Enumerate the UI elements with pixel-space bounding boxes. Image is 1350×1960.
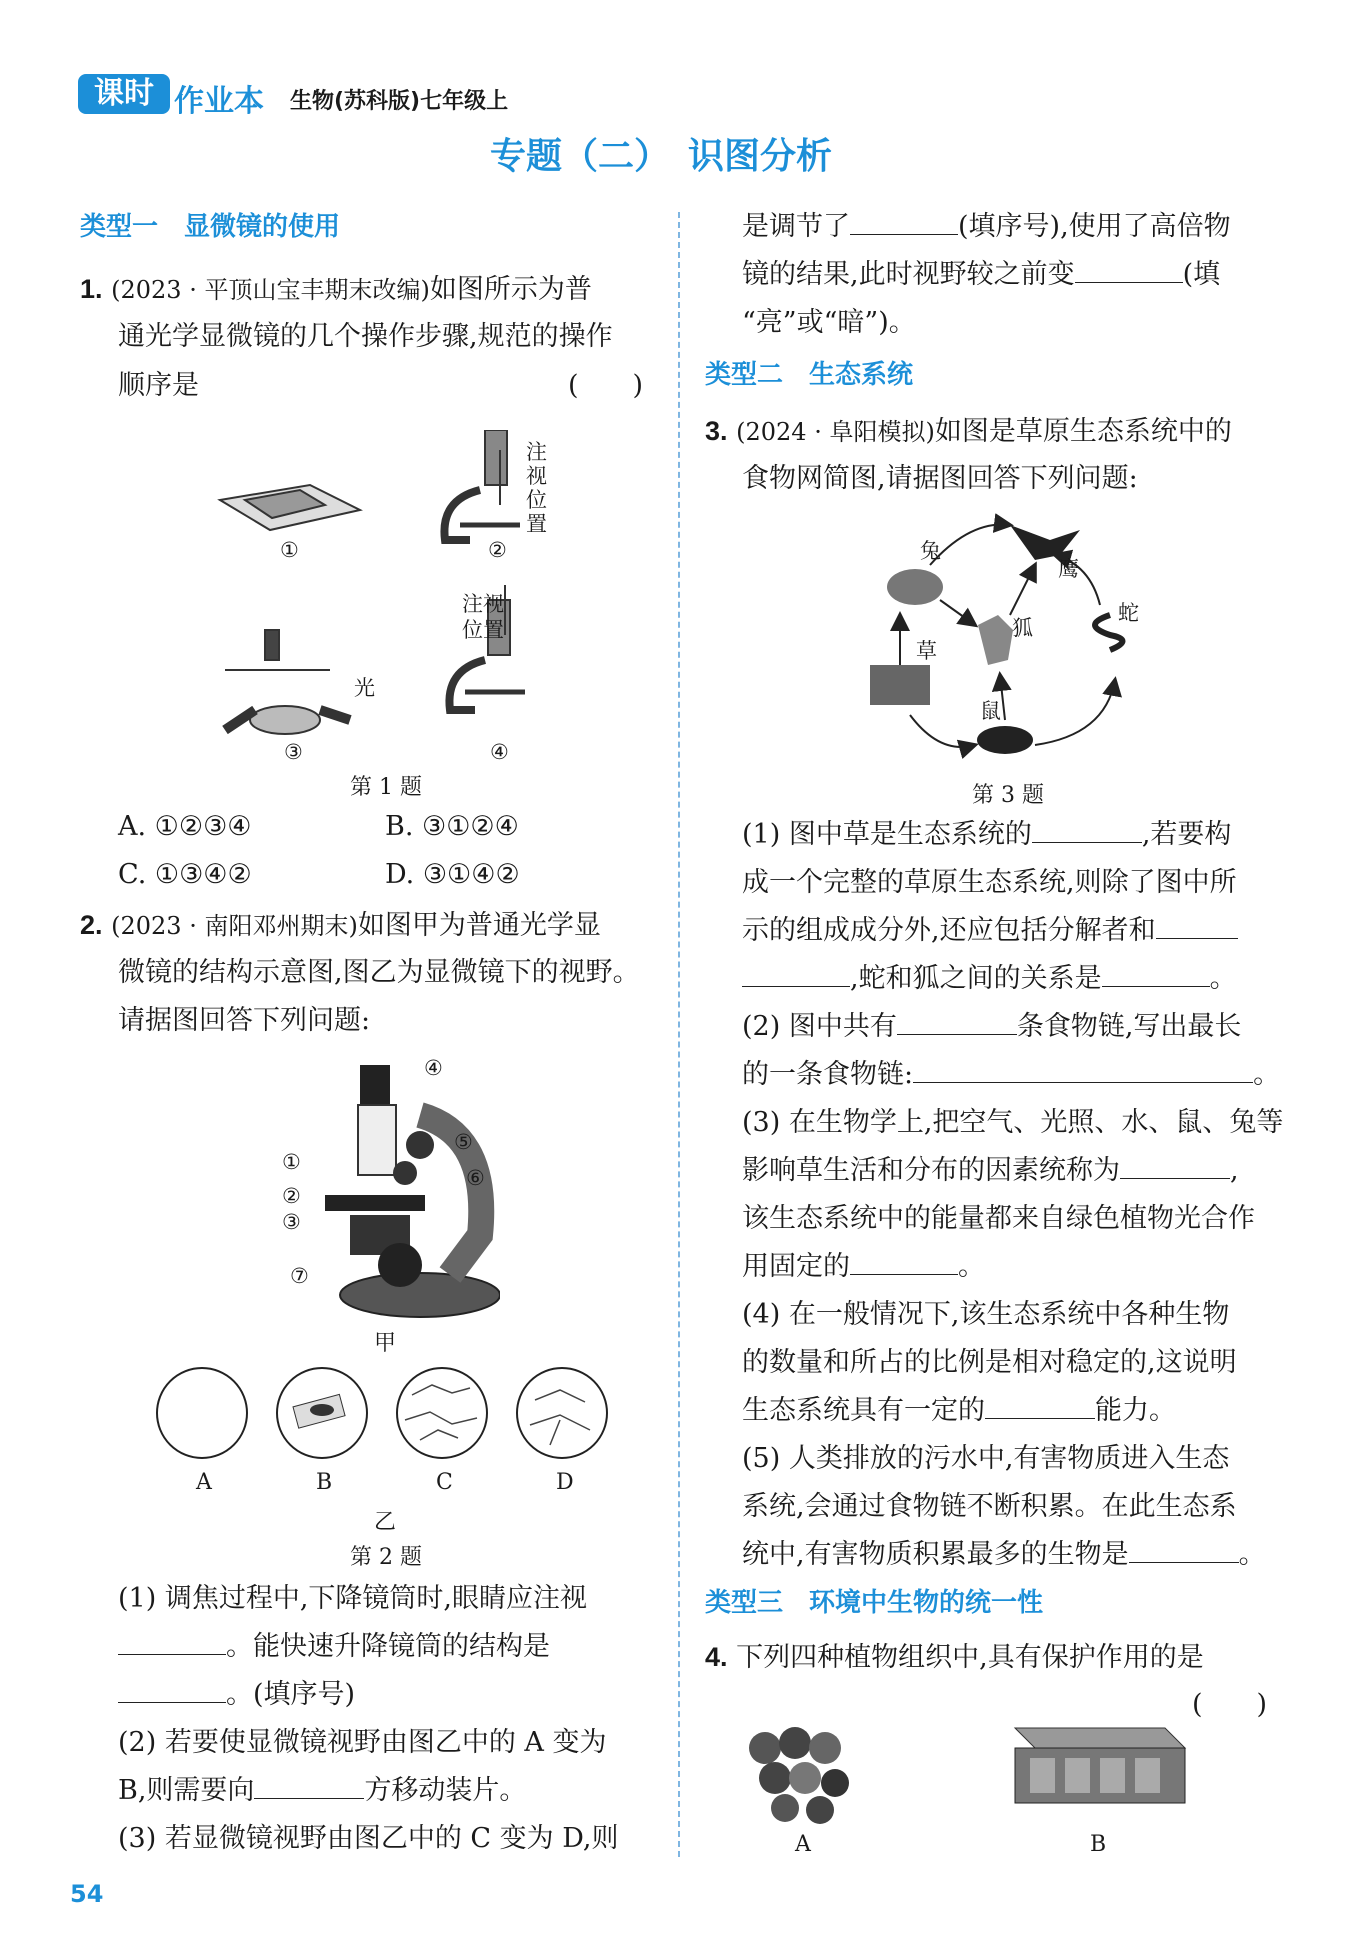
q1-fig-note-2a: 注视 bbox=[462, 592, 504, 616]
q2-line1: 2. (2023 · 南阳邓州期末)如图甲为普通光学显 bbox=[80, 910, 601, 941]
q1-option-d: D. ③①④② bbox=[385, 859, 520, 890]
q3-caption: 第 3 题 bbox=[972, 783, 1044, 808]
q2-label-4: ④ bbox=[424, 1056, 443, 1080]
q1-fig-note-1: 注视位置 bbox=[526, 440, 547, 536]
q2-microscope-figure bbox=[300, 1055, 500, 1335]
q2-cont-line2: 镜的结果,此时视野较之前变 (填 bbox=[742, 256, 1220, 294]
q1-fig-light: 光 bbox=[354, 676, 375, 700]
q4-answer-paren: ( ) bbox=[1192, 1689, 1268, 1720]
q1-answer-paren: ( ) bbox=[568, 370, 644, 401]
q1-line2: 通光学显微镜的几个操作步骤,规范的操作 bbox=[118, 321, 613, 352]
q3-label-grass: 草 bbox=[916, 639, 937, 663]
q1-option-a: A. ①②③④ bbox=[118, 811, 252, 842]
tissue-b-shape bbox=[1015, 1728, 1185, 1803]
q3-s1-line3: 示的组成成分外,还应包括分解者和 bbox=[742, 912, 1238, 950]
q2-part1-line1: (1) 调焦过程中,下降镜筒时,眼睛应注视 bbox=[118, 1583, 587, 1614]
q2-part2-line2: B,则需要向 方移动装片。 bbox=[118, 1772, 526, 1810]
q2-line2: 微镜的结构示意图,图乙为显微镜下的视野。 bbox=[118, 957, 640, 988]
q3-foodweb-figure bbox=[860, 505, 1180, 780]
q3-s1-line2: 成一个完整的草原生态系统,则除了图中所 bbox=[742, 867, 1237, 898]
q2-part1-line2: 。能快速升降镜筒的结构是 bbox=[118, 1628, 550, 1666]
q3-line2: 食物网简图,请据图回答下列问题: bbox=[742, 463, 1138, 494]
q2-label-3: ③ bbox=[282, 1210, 301, 1234]
q3-label-mouse: 鼠 bbox=[980, 699, 1001, 723]
q1-caption: 第 1 题 bbox=[350, 775, 422, 800]
q3-s4-line3: 生态系统具有一定的 能力。 bbox=[742, 1392, 1176, 1430]
q2-line3: 请据图回答下列问题: bbox=[118, 1005, 371, 1036]
q3-s1-line1: (1) 图中草是生态系统的 ,若要构 bbox=[742, 816, 1231, 854]
header-logo-text: 作业本 bbox=[174, 84, 264, 119]
grass-shape bbox=[870, 665, 930, 705]
q4-tissue-figure bbox=[745, 1718, 1205, 1828]
q3-s1-line4: ,蛇和狐之间的关系是 。 bbox=[742, 960, 1237, 998]
q3-s5-line3: 统中,有害物质积累最多的生物是 。 bbox=[742, 1536, 1266, 1574]
q3-line1: 3. (2024 · 阜阳模拟)如图是草原生态系统中的 bbox=[705, 416, 1232, 447]
q3-label-rabbit: 兔 bbox=[920, 539, 941, 563]
q2-label-6: ⑥ bbox=[466, 1166, 485, 1190]
q1-fig-label-1: ① bbox=[280, 538, 299, 562]
q3-s3-line2: 影响草生活和分布的因素统称为 , bbox=[742, 1152, 1239, 1190]
q1-option-b: B. ③①②④ bbox=[385, 811, 519, 842]
q3-s4-line2: 的数量和所占的比例是相对稳定的,这说明 bbox=[742, 1347, 1237, 1378]
section-heading-3: 类型三 环境中生物的统一性 bbox=[705, 1588, 1044, 1618]
q2-cont-line1: 是调节了 (填序号),使用了高倍物 bbox=[742, 208, 1231, 246]
q2-fig-jia: 甲 bbox=[374, 1331, 397, 1356]
page-title: 专题（二） 识图分析 bbox=[490, 136, 833, 177]
q3-label-snake: 蛇 bbox=[1118, 601, 1139, 625]
q2-part3-line1: (3) 若显微镜视野由图乙中的 C 变为 D,则 bbox=[118, 1823, 619, 1854]
q1-figure bbox=[200, 430, 580, 770]
q2-view-label-b: B bbox=[316, 1470, 333, 1495]
q2-part2-line1: (2) 若要使显微镜视野由图乙中的 A 变为 bbox=[118, 1727, 607, 1758]
q1-fig-label-3: ③ bbox=[284, 740, 303, 764]
q3-s2-line1: (2) 图中共有 条食物链,写出最长 bbox=[742, 1008, 1241, 1046]
q2-label-2: ② bbox=[282, 1184, 301, 1208]
tissue-a-shape bbox=[749, 1727, 849, 1824]
q3-s5-line1: (5) 人类排放的污水中,有害物质进入生态 bbox=[742, 1443, 1230, 1474]
q2-caption: 第 2 题 bbox=[350, 1545, 422, 1570]
q2-fig-yi: 乙 bbox=[374, 1510, 397, 1535]
header-logo: 课时 bbox=[78, 74, 170, 114]
light-adjust-3 bbox=[225, 630, 350, 734]
q3-s2-line2: 的一条食物链: 。 bbox=[742, 1056, 1280, 1094]
q1-fig-note-2b: 位置 bbox=[462, 618, 504, 642]
q3-label-eagle: 鹰 bbox=[1058, 557, 1079, 581]
q3-s4-line1: (4) 在一般情况下,该生态系统中各种生物 bbox=[742, 1299, 1230, 1330]
stage-illustration bbox=[220, 485, 360, 530]
fox-shape bbox=[978, 615, 1013, 665]
q2-view-label-d: D bbox=[556, 1470, 574, 1495]
q2-views-figure bbox=[150, 1365, 630, 1465]
q1-line3: 顺序是 bbox=[118, 370, 199, 401]
header-subject: 生物(苏科版)七年级上 bbox=[290, 89, 509, 114]
q4-question: 4. 下列四种植物组织中,具有保护作用的是 bbox=[705, 1642, 1204, 1673]
column-divider bbox=[678, 212, 680, 1857]
q3-s3-line1: (3) 在生物学上,把空气、光照、水、鼠、兔等 bbox=[742, 1107, 1284, 1138]
q1-line1: 1. (2023 · 平顶山宝丰期末改编)如图所示为普 bbox=[80, 274, 592, 305]
mouse-shape bbox=[977, 726, 1033, 754]
page-number: 54 bbox=[70, 1880, 104, 1908]
rabbit-shape bbox=[887, 569, 943, 605]
q4-label-a: A bbox=[795, 1832, 811, 1857]
q2-label-5: ⑤ bbox=[454, 1130, 473, 1154]
q1-fig-label-2: ② bbox=[488, 538, 507, 562]
section-heading-2: 类型二 生态系统 bbox=[705, 360, 914, 390]
section-heading-1: 类型一 显微镜的使用 bbox=[80, 212, 341, 242]
q3-s3-line3: 该生态系统中的能量都来自绿色植物光合作 bbox=[742, 1203, 1255, 1234]
q1-option-c: C. ①③④② bbox=[118, 859, 252, 890]
q1-fig-label-4: ④ bbox=[490, 740, 509, 764]
q2-label-7: ⑦ bbox=[290, 1264, 309, 1288]
q2-part1-line3: 。(填序号) bbox=[118, 1676, 355, 1714]
q2-cont-line3: “亮”或“暗”)。 bbox=[742, 307, 916, 338]
q3-s3-line4: 用固定的 。 bbox=[742, 1248, 985, 1286]
q2-view-label-a: A bbox=[196, 1470, 212, 1495]
q4-label-b: B bbox=[1090, 1832, 1107, 1857]
q3-s5-line2: 系统,会通过食物链不断积累。在此生态系 bbox=[742, 1491, 1237, 1522]
q2-view-label-c: C bbox=[436, 1470, 453, 1495]
q3-label-fox: 狐 bbox=[1012, 616, 1033, 640]
microscope-side-2 bbox=[444, 430, 520, 540]
q2-label-1: ① bbox=[282, 1150, 301, 1174]
